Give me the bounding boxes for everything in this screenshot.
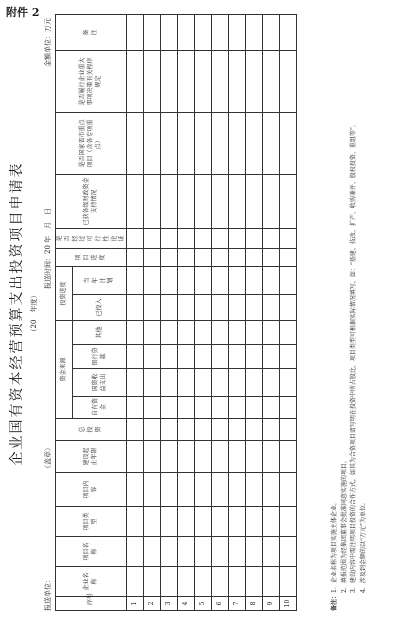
- header-project-content: 项目内容: [56, 473, 127, 507]
- table-cell[interactable]: [263, 441, 280, 473]
- table-cell[interactable]: [178, 441, 195, 473]
- notes-section: [330, 15, 368, 611]
- table-cell[interactable]: [161, 507, 178, 537]
- table-cell[interactable]: [127, 50, 144, 112]
- header-company: 企业名称: [56, 567, 127, 597]
- application-table: [55, 14, 297, 611]
- table-cell[interactable]: [144, 507, 161, 537]
- table-cell[interactable]: [195, 50, 212, 112]
- table-cell[interactable]: [195, 228, 212, 248]
- header-fiscal-support: 已获各级财政资金支持情况: [56, 174, 127, 228]
- table-cell[interactable]: [195, 507, 212, 537]
- table-cell[interactable]: [212, 345, 229, 369]
- table-row: [280, 14, 297, 610]
- table-cell[interactable]: [280, 537, 297, 567]
- table-cell[interactable]: [161, 537, 178, 567]
- table-cell[interactable]: [229, 14, 246, 50]
- table-row: [195, 14, 212, 610]
- table-cell[interactable]: [280, 14, 297, 50]
- table-cell[interactable]: [280, 112, 297, 174]
- table-cell[interactable]: [161, 345, 178, 369]
- row-number: 3: [161, 597, 178, 611]
- table-cell[interactable]: [229, 320, 246, 344]
- table-cell[interactable]: [280, 248, 297, 266]
- row-number: 4: [178, 597, 195, 611]
- table-cell[interactable]: [263, 14, 280, 50]
- table-cell[interactable]: [161, 294, 178, 320]
- table-cell[interactable]: [144, 112, 161, 174]
- table-cell[interactable]: [263, 419, 280, 441]
- header-remarks: 备注: [56, 14, 127, 50]
- report-unit-label: 报送单位：: [44, 576, 52, 611]
- header-current-plan: 当年计划: [73, 266, 127, 294]
- table-cell[interactable]: [212, 248, 229, 266]
- table-cell[interactable]: [229, 50, 246, 112]
- table-cell[interactable]: [246, 419, 263, 441]
- table-cell[interactable]: [246, 345, 263, 369]
- table-cell[interactable]: [144, 397, 161, 419]
- table-cell[interactable]: [246, 294, 263, 320]
- table-cell[interactable]: [263, 112, 280, 174]
- table-cell[interactable]: [246, 507, 263, 537]
- table-cell[interactable]: [280, 320, 297, 344]
- table-cell[interactable]: [195, 266, 212, 294]
- table-cell[interactable]: [127, 174, 144, 228]
- header-seq: 序号: [56, 597, 127, 611]
- table-cell[interactable]: [246, 14, 263, 50]
- table-cell[interactable]: [212, 473, 229, 507]
- table-cell[interactable]: [229, 228, 246, 248]
- year-line: （20 年度）: [30, 291, 38, 336]
- table-cell[interactable]: [144, 419, 161, 441]
- table-cell[interactable]: [161, 266, 178, 294]
- note-4: 4．涉及到金额的以“万元”为单位。: [359, 499, 367, 593]
- seal-note: （盖章）: [44, 444, 52, 472]
- table-cell[interactable]: [161, 112, 178, 174]
- table-cell[interactable]: [263, 294, 280, 320]
- report-time-label: 报送时间：20 年 月 日: [44, 207, 52, 289]
- table-cell[interactable]: [280, 419, 297, 441]
- table-cell[interactable]: [280, 266, 297, 294]
- table-row: [263, 14, 280, 610]
- table-cell[interactable]: [263, 507, 280, 537]
- header-key-project: 是否国家省市重点项目（含各专项重点）: [56, 112, 127, 174]
- table-cell[interactable]: [212, 441, 229, 473]
- table-cell[interactable]: [127, 294, 144, 320]
- table-cell[interactable]: [161, 419, 178, 441]
- table-cell[interactable]: [229, 174, 246, 228]
- table-cell[interactable]: [144, 537, 161, 567]
- table-cell[interactable]: [161, 228, 178, 248]
- table-cell[interactable]: [263, 397, 280, 419]
- header-state-capital: 国资收益支出: [73, 369, 127, 397]
- table-cell[interactable]: [212, 537, 229, 567]
- table-cell[interactable]: [229, 248, 246, 266]
- row-number: 10: [280, 597, 297, 611]
- table-row: [161, 14, 178, 610]
- table-row: [127, 14, 144, 610]
- note-2: 2．填报范围为经集团董事会批准同意实施的项目。: [340, 457, 348, 593]
- amount-unit-label: 金额单位：万元: [44, 18, 52, 67]
- row-number: 5: [195, 597, 212, 611]
- attachment-label: 附件 2: [6, 6, 40, 19]
- table-cell[interactable]: [229, 294, 246, 320]
- table-cell[interactable]: [212, 567, 229, 597]
- table-cell[interactable]: [246, 320, 263, 344]
- header-feasibility: 是否经过可行性论证: [56, 228, 127, 248]
- row-number: 8: [246, 597, 263, 611]
- table-cell[interactable]: [161, 50, 178, 112]
- table-cell[interactable]: [229, 567, 246, 597]
- table-cell[interactable]: [212, 419, 229, 441]
- table-cell[interactable]: [246, 441, 263, 473]
- table-cell[interactable]: [280, 228, 297, 248]
- table-cell[interactable]: [246, 266, 263, 294]
- table-cell[interactable]: [144, 294, 161, 320]
- table-cell[interactable]: [178, 345, 195, 369]
- table-cell[interactable]: [212, 14, 229, 50]
- table-cell[interactable]: [178, 14, 195, 50]
- table-cell[interactable]: [212, 174, 229, 228]
- table-cell[interactable]: [195, 537, 212, 567]
- table-cell[interactable]: [161, 320, 178, 344]
- table-cell[interactable]: [144, 345, 161, 369]
- table-cell[interactable]: [195, 473, 212, 507]
- table-cell[interactable]: [144, 228, 161, 248]
- table-cell[interactable]: [246, 112, 263, 174]
- table-cell[interactable]: [178, 320, 195, 344]
- table-cell[interactable]: [144, 266, 161, 294]
- header-own-funds: 自有资金: [73, 397, 127, 419]
- table-cell[interactable]: [212, 266, 229, 294]
- table-cell[interactable]: [144, 14, 161, 50]
- table-cell[interactable]: [178, 294, 195, 320]
- table-cell[interactable]: [195, 419, 212, 441]
- table-cell[interactable]: [280, 473, 297, 507]
- table-row: [246, 14, 263, 610]
- table-cell[interactable]: [246, 473, 263, 507]
- table-cell[interactable]: [263, 228, 280, 248]
- header-funding-source: 资金来源: [56, 320, 73, 418]
- table-cell[interactable]: [195, 441, 212, 473]
- table-cell[interactable]: [212, 507, 229, 537]
- table-cell[interactable]: [178, 567, 195, 597]
- table-cell[interactable]: [127, 473, 144, 507]
- header-major-matter: 是否履行企业重大事项决策有关程序规定: [56, 50, 127, 112]
- table-cell[interactable]: [178, 419, 195, 441]
- table-cell[interactable]: [161, 473, 178, 507]
- table-cell[interactable]: [229, 419, 246, 441]
- table-cell[interactable]: [127, 248, 144, 266]
- header-progress: 投资进度: [56, 266, 73, 320]
- table-cell[interactable]: [246, 397, 263, 419]
- row-number: 1: [127, 597, 144, 611]
- table-cell[interactable]: [178, 507, 195, 537]
- table-cell[interactable]: [229, 441, 246, 473]
- table-cell[interactable]: [212, 397, 229, 419]
- table-cell[interactable]: [229, 473, 246, 507]
- row-number: 6: [212, 597, 229, 611]
- table-cell[interactable]: [127, 537, 144, 567]
- table-cell[interactable]: [263, 345, 280, 369]
- table-cell[interactable]: [229, 266, 246, 294]
- table-cell[interactable]: [229, 369, 246, 397]
- table-cell[interactable]: [144, 473, 161, 507]
- table-cell[interactable]: [178, 266, 195, 294]
- table-cell[interactable]: [144, 567, 161, 597]
- table-cell[interactable]: [246, 174, 263, 228]
- table-cell[interactable]: [127, 112, 144, 174]
- table-cell[interactable]: [280, 174, 297, 228]
- table-cell[interactable]: [246, 537, 263, 567]
- table-cell[interactable]: [178, 112, 195, 174]
- table-cell[interactable]: [263, 537, 280, 567]
- table-cell[interactable]: [127, 345, 144, 369]
- table-cell[interactable]: [195, 14, 212, 50]
- table-cell[interactable]: [195, 567, 212, 597]
- header-project-name: 项目名称: [56, 537, 127, 567]
- table-cell[interactable]: [246, 248, 263, 266]
- header-bank-loan: 银行贷款: [73, 345, 127, 369]
- table-cell[interactable]: [178, 369, 195, 397]
- table-cell[interactable]: [263, 50, 280, 112]
- table-cell[interactable]: [246, 567, 263, 597]
- table-cell[interactable]: [127, 397, 144, 419]
- table-cell[interactable]: [178, 473, 195, 507]
- header-project-type: 项目类型: [56, 507, 127, 537]
- table-cell[interactable]: [178, 228, 195, 248]
- table-cell[interactable]: [127, 369, 144, 397]
- table-cell[interactable]: [161, 567, 178, 597]
- table-cell[interactable]: [161, 369, 178, 397]
- table-cell[interactable]: [178, 50, 195, 112]
- note-1: 备注：1．企业名称为项目实施主体企业。: [331, 499, 338, 611]
- table-cell[interactable]: [263, 567, 280, 597]
- table-cell[interactable]: [263, 248, 280, 266]
- table-cell[interactable]: [195, 112, 212, 174]
- table-cell[interactable]: [195, 345, 212, 369]
- table-cell[interactable]: [229, 507, 246, 537]
- table-cell[interactable]: [178, 397, 195, 419]
- table-cell[interactable]: [229, 345, 246, 369]
- header-progress-status: 项目进度: [56, 248, 127, 266]
- table-cell[interactable]: [144, 174, 161, 228]
- table-cell[interactable]: [161, 441, 178, 473]
- table-cell[interactable]: [161, 174, 178, 228]
- table-cell[interactable]: [263, 174, 280, 228]
- table-cell[interactable]: [229, 397, 246, 419]
- table-cell[interactable]: [178, 174, 195, 228]
- table-cell[interactable]: [229, 537, 246, 567]
- table-cell[interactable]: [161, 248, 178, 266]
- table-cell[interactable]: [263, 369, 280, 397]
- table-cell[interactable]: [127, 441, 144, 473]
- table-cell[interactable]: [144, 369, 161, 397]
- table-cell[interactable]: [195, 397, 212, 419]
- header-other: 其他: [73, 320, 127, 344]
- table-cell[interactable]: [263, 320, 280, 344]
- table-cell[interactable]: [246, 369, 263, 397]
- table-cell[interactable]: [127, 567, 144, 597]
- table-cell[interactable]: [280, 441, 297, 473]
- table-cell[interactable]: [212, 112, 229, 174]
- table-cell[interactable]: [212, 320, 229, 344]
- table-cell[interactable]: [127, 228, 144, 248]
- table-cell[interactable]: [161, 14, 178, 50]
- row-number: 9: [263, 597, 280, 611]
- table-row: [212, 14, 229, 610]
- table-cell[interactable]: [127, 266, 144, 294]
- table-cell[interactable]: [195, 320, 212, 344]
- table-cell[interactable]: [280, 50, 297, 112]
- table-cell[interactable]: [280, 294, 297, 320]
- note-3: 3．建设内容中需注明项目投资的合作方式，如其为合资项目请写明在投资中所占股比。项目类型可根据实际情况填写，如：“基建、技改、扩产、收购兼并、股权投资、重组等”。: [350, 121, 357, 593]
- table-cell[interactable]: [212, 369, 229, 397]
- table-cell[interactable]: [280, 507, 297, 537]
- row-number: 2: [144, 597, 161, 611]
- table-cell[interactable]: [212, 294, 229, 320]
- table-cell[interactable]: [246, 50, 263, 112]
- table-cell[interactable]: [195, 248, 212, 266]
- table-cell[interactable]: [263, 266, 280, 294]
- table-cell[interactable]: [280, 567, 297, 597]
- table-cell[interactable]: [127, 14, 144, 50]
- table-cell[interactable]: [280, 345, 297, 369]
- table-cell[interactable]: [195, 294, 212, 320]
- header-total-invest: 总投资: [56, 419, 127, 441]
- table-cell[interactable]: [144, 248, 161, 266]
- table-cell[interactable]: [178, 537, 195, 567]
- table-cell[interactable]: [127, 419, 144, 441]
- table-cell[interactable]: [280, 397, 297, 419]
- table-cell[interactable]: [144, 50, 161, 112]
- table-cell[interactable]: [229, 112, 246, 174]
- table-cell[interactable]: [246, 228, 263, 248]
- table-cell[interactable]: [144, 441, 161, 473]
- table-cell[interactable]: [144, 320, 161, 344]
- table-cell[interactable]: [195, 369, 212, 397]
- table-cell[interactable]: [212, 50, 229, 112]
- table-cell[interactable]: [280, 369, 297, 397]
- table-cell[interactable]: [178, 248, 195, 266]
- row-number: 7: [229, 597, 246, 611]
- table-row: [178, 14, 195, 610]
- table-row: [229, 14, 246, 610]
- table-cell[interactable]: [161, 397, 178, 419]
- table-cell[interactable]: [263, 473, 280, 507]
- form-title: 企业国有资本经营预算支出投资项目申请表: [9, 161, 25, 466]
- table-row: [144, 14, 161, 610]
- table-cell[interactable]: [195, 174, 212, 228]
- table-cell[interactable]: [127, 320, 144, 344]
- table-cell[interactable]: [127, 507, 144, 537]
- header-invested: 已投入: [73, 294, 127, 320]
- table-cell[interactable]: [212, 228, 229, 248]
- header-period: 建设起止年限: [56, 441, 127, 473]
